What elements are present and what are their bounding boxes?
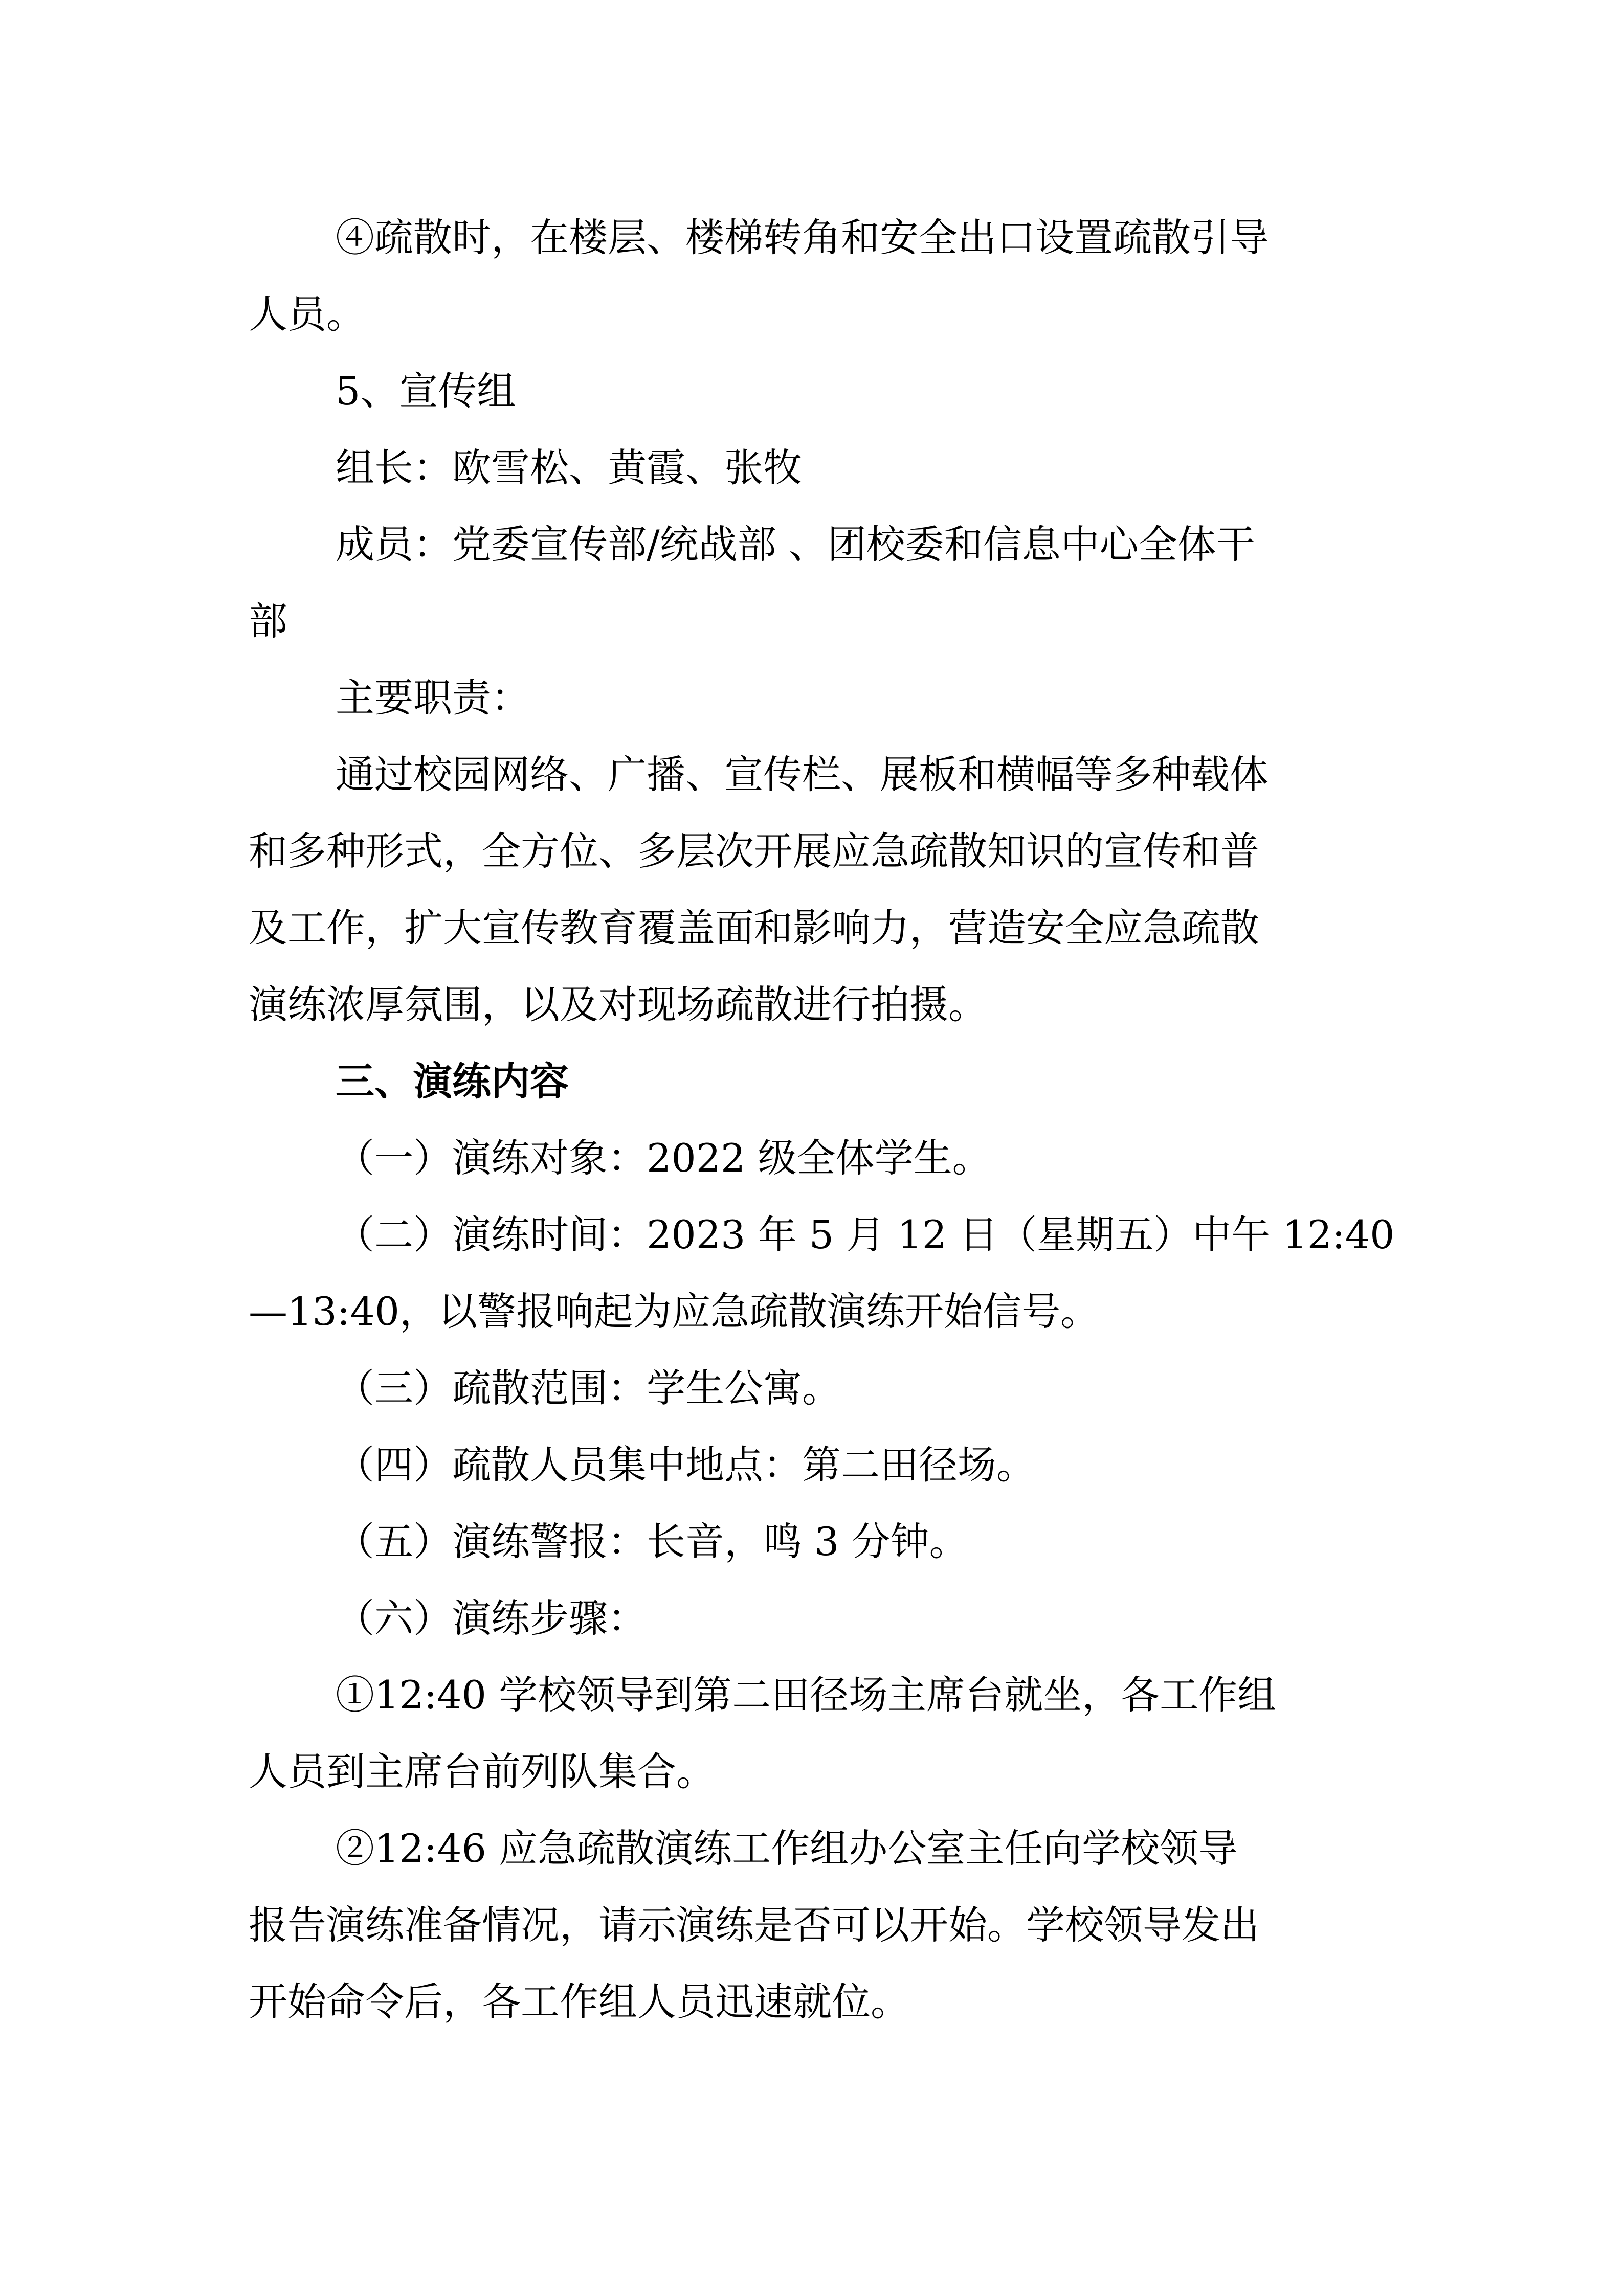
- drill-steps-label: （六）演练步骤：: [336, 1595, 647, 1641]
- drill-step-2-line-1: ②12:46 应急疏散演练工作组办公室主任向学校领导: [336, 1826, 1238, 1871]
- publicity-group-leaders: 组长：欧雪松、黄霞、张牧: [336, 445, 802, 490]
- drill-step-2-line-2: 报告演练准备情况，请示演练是否可以开始。学校领导发出: [249, 1902, 1259, 1948]
- drill-step-2-line-3: 开始命令后，各工作组人员迅速就位。: [249, 1979, 909, 2024]
- section-publicity-group-heading: 5、宣传组: [336, 368, 516, 414]
- drill-step-1-line-2: 人员到主席台前列队集合。: [249, 1749, 715, 1794]
- main-duties-text-line-4: 演练浓厚氛围，以及对现场疏散进行拍摄。: [249, 982, 987, 1027]
- main-duties-text-line-2: 和多种形式，全方位、多层次开展应急疏散知识的宣传和普: [249, 828, 1259, 874]
- publicity-group-members-line-1: 成员：党委宣传部/统战部 、团校委和信息中心全体干: [336, 522, 1255, 567]
- paragraph-evacuation-guides-line-1: ④疏散时，在楼层、楼梯转角和安全出口设置疏散引导: [336, 215, 1269, 260]
- paragraph-evacuation-guides-line-2: 人员。: [249, 291, 365, 337]
- drill-alarm: （五）演练警报：长音，鸣 3 分钟。: [336, 1519, 968, 1564]
- main-duties-text-line-3: 及工作，扩大宣传教育覆盖面和影响力，营造安全应急疏散: [249, 905, 1259, 951]
- publicity-group-members-line-2: 部: [249, 598, 287, 644]
- main-duties-text-line-1: 通过校园网络、广播、宣传栏、展板和横幅等多种载体: [336, 752, 1269, 797]
- drill-participants: （一）演练对象：2022 级全体学生。: [336, 1135, 991, 1181]
- drill-time-line-1: （二）演练时间：2023 年 5 月 12 日（星期五）中午 12:40: [336, 1212, 1395, 1257]
- drill-time-line-2: —13:40，以警报响起为应急疏散演练开始信号。: [249, 1289, 1100, 1334]
- drill-step-1-line-1: ①12:40 学校领导到第二田径场主席台就坐，各工作组: [336, 1672, 1277, 1718]
- main-duties-label: 主要职责：: [336, 675, 530, 721]
- section-drill-content-heading: 三、演练内容: [336, 1059, 569, 1104]
- assembly-point: （四）疏散人员集中地点：第二田径场。: [336, 1442, 1035, 1488]
- evacuation-scope: （三）疏散范围：学生公寓。: [336, 1365, 841, 1411]
